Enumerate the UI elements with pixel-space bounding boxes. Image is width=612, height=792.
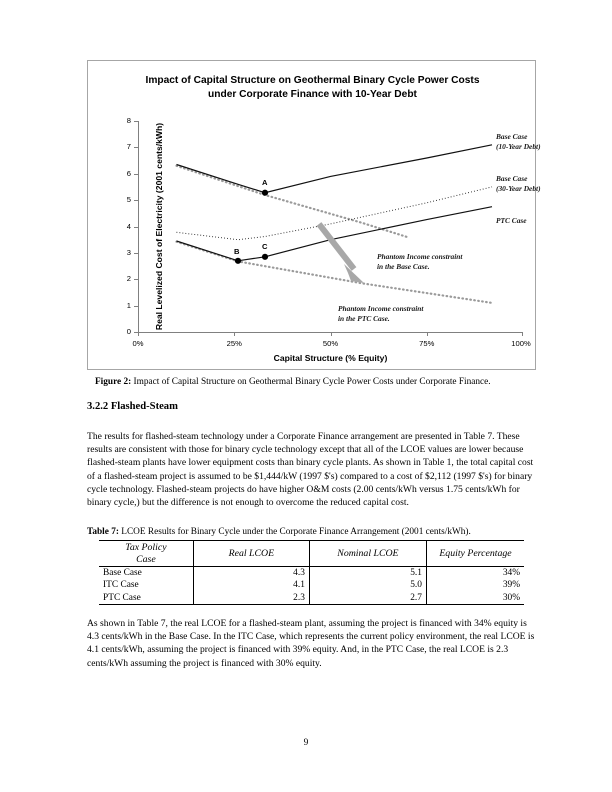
series-phantom-base-case <box>177 166 408 237</box>
data-point-c <box>262 254 268 260</box>
data-point-label-a: A <box>262 178 268 187</box>
x-tick-label-0: 0% <box>132 339 144 348</box>
y-tick-label-6: 6 <box>126 168 131 178</box>
x-tick-50 <box>331 332 332 336</box>
x-tick-0 <box>138 332 139 336</box>
table-row <box>99 592 524 605</box>
data-point-a <box>262 190 268 196</box>
y-tick-label-2: 2 <box>126 274 131 284</box>
series-phantom-ptc-case <box>177 242 493 303</box>
data-point-b <box>235 258 241 264</box>
table-header-tax-policy-case: Tax Policy Case <box>99 541 193 567</box>
cell-equity-percentage: 34% <box>426 567 524 580</box>
cell-nominal-lcoe: 5.1 <box>309 567 426 580</box>
body-paragraph-2: As shown in Table 7, the real LCOE for a flashed-steam plant, assuming the project is financed with 34% equity is 4.3 cents/kWh in the Base Case. In the ITC Case, which represents the current policy environment, the real LCOE is 4.1 cents/kWh, assuming the project is financed with 39% equity. And, in the PTC Case, the real LCOE is 2.3 cents/kWh assuming the project is financed with 30% equity. <box>87 618 535 669</box>
cell-real-lcoe: 2.3 <box>193 592 309 605</box>
y-tick-label-7: 7 <box>126 142 131 152</box>
table-header-equity-percentage: Equity Percentage <box>426 541 524 567</box>
series-base-case-30yr <box>177 187 493 240</box>
table-caption-text: LCOE Results for Binary Cycle under the Corporate Finance Arrangement (2001 cents/kWh). <box>118 527 471 537</box>
chart-title-line2: under Corporate Finance with 10-Year Debt <box>208 89 417 100</box>
page-number: 9 <box>303 738 309 748</box>
cell-case: PTC Case <box>99 592 193 605</box>
cell-real-lcoe: 4.1 <box>193 579 309 591</box>
series-base-case-10yr <box>177 145 493 193</box>
table-caption-label: Table 7: <box>87 527 119 537</box>
y-tick-label-1: 1 <box>126 300 131 310</box>
y-tick-label-3: 3 <box>126 247 131 257</box>
x-tick-label-25: 25% <box>226 339 242 348</box>
y-tick-label-4: 4 <box>126 221 131 231</box>
annotation-phantom-ptc-case: Phantom Income constraint in the PTC Case. <box>338 304 424 323</box>
cell-nominal-lcoe: 5.0 <box>309 579 426 591</box>
gray-arrow-icon <box>319 224 364 283</box>
chart-series-svg <box>138 121 523 332</box>
table-row <box>99 579 524 591</box>
annotation-base-case-10yr: Base Case (10-Year Debt) <box>496 132 541 151</box>
x-tick-label-75: 75% <box>419 339 435 348</box>
body-paragraph-1: The results for flashed-steam technology under a Corporate Finance arrangement are presented in Table 7. These results are consistent with those for binary cycle technology except that all of the LCOE values are lower because flashed-steam plants have lower equipment costs than binary cycle plants. As shown in Table 1, the total capital cost of a flashed-steam project is assumed to be $1,444/kW (1997 $'s) compared to a cost of $2,112 (1997 $'s) for binary cycle technology. Flashed-steam projects do have higher O&M costs (2.00 cents/kWh versus 1.75 cents/kWh for binary cycle,) but the difference is not enough to overcome the reduced capital cost. <box>87 431 534 509</box>
annotation-phantom-base-case: Phantom Income constraint in the Base Case. <box>377 252 463 271</box>
cell-real-lcoe: 4.3 <box>193 567 309 580</box>
table-caption <box>87 526 536 538</box>
lcoe-results-table <box>99 540 524 605</box>
cell-nominal-lcoe: 2.7 <box>309 592 426 605</box>
annotation-base-case-30yr: Base Case (30-Year Debt) <box>496 174 541 193</box>
y-tick-label-8: 8 <box>126 116 131 125</box>
cell-case: ITC Case <box>99 579 193 591</box>
x-tick-label-50: 50% <box>322 339 339 348</box>
cell-equity-percentage: 30% <box>426 592 524 605</box>
figure-chart-container <box>87 60 541 370</box>
y-axis-label: Real Levelized Cost of Electricity (2001 cents/kWh) <box>153 122 164 331</box>
figure-caption-text: Impact of Capital Structure on Geothermal Binary Cycle Power Costs under Corporate Finance. <box>131 377 491 387</box>
chart-plot-area <box>126 116 541 363</box>
cell-equity-percentage: 39% <box>426 579 524 591</box>
x-tick-75 <box>427 332 428 336</box>
chart-title <box>88 74 537 102</box>
table-header-row <box>99 541 524 567</box>
table-header-nominal-lcoe: Nominal LCOE <box>309 541 426 567</box>
x-tick-label-100: 100% <box>511 339 531 348</box>
x-tick-100 <box>522 332 523 336</box>
figure-caption <box>95 376 535 388</box>
x-tick-25 <box>234 332 235 336</box>
data-point-label-c: C <box>262 242 268 251</box>
figure-caption-label: Figure 2: <box>95 377 132 387</box>
y-tick-label-5: 5 <box>126 195 131 205</box>
chart-title-line1: Impact of Capital Structure on Geothermal Binary Cycle Power Costs <box>145 75 480 86</box>
annotation-ptc-case: PTC Case <box>496 216 527 225</box>
table-header-real-lcoe: Real LCOE <box>193 541 309 567</box>
y-tick-label-0: 0 <box>126 327 131 336</box>
table-row <box>99 567 524 580</box>
section-heading: 3.2.2 Flashed-Steam <box>87 401 178 412</box>
cell-case: Base Case <box>99 567 193 580</box>
x-axis-label: Capital Structure (% Equity) <box>273 353 388 363</box>
data-point-label-b: B <box>234 247 240 256</box>
